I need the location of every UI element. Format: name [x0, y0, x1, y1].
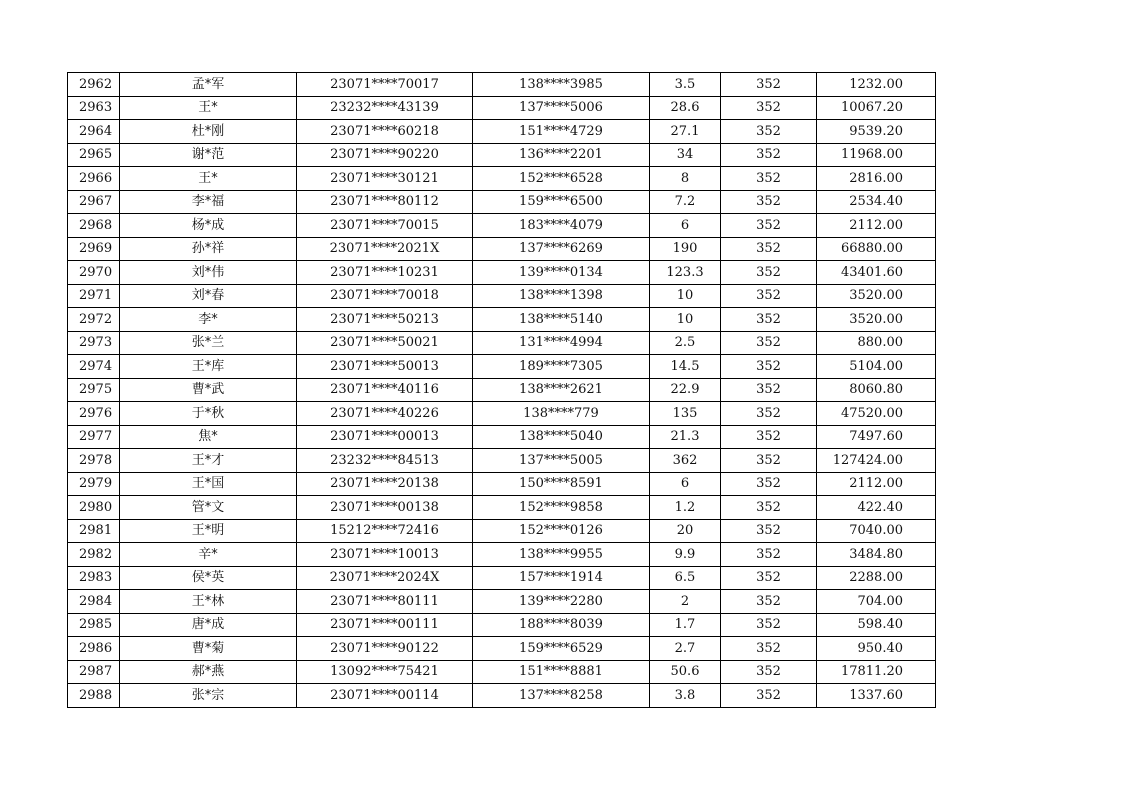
table-row	[68, 496, 936, 520]
name-cell: 王*国	[120, 472, 297, 496]
amount-cell: 47520.00	[817, 402, 936, 426]
name-cell: 李*	[120, 308, 297, 332]
row-index-cell: 2971	[68, 284, 120, 308]
unit-price-cell: 352	[721, 190, 817, 214]
quantity-cell: 6	[650, 472, 721, 496]
quantity-cell: 3.8	[650, 684, 721, 708]
amount-cell: 3484.80	[817, 543, 936, 567]
row-index-cell: 2984	[68, 590, 120, 614]
table-row	[68, 543, 936, 567]
id-number-cell: 23071****20138	[297, 472, 473, 496]
name-cell: 唐*成	[120, 613, 297, 637]
phone-cell: 137****6269	[473, 237, 650, 261]
phone-cell: 138****779	[473, 402, 650, 426]
id-number-cell: 23071****90122	[297, 637, 473, 661]
unit-price-cell: 352	[721, 308, 817, 332]
unit-price-cell: 352	[721, 449, 817, 473]
row-index-cell: 2975	[68, 378, 120, 402]
id-number-cell: 23232****43139	[297, 96, 473, 120]
amount-cell: 43401.60	[817, 261, 936, 285]
phone-cell: 152****6528	[473, 167, 650, 191]
unit-price-cell: 352	[721, 402, 817, 426]
quantity-cell: 10	[650, 284, 721, 308]
id-number-cell: 23071****10013	[297, 543, 473, 567]
table-row	[68, 519, 936, 543]
quantity-cell: 21.3	[650, 425, 721, 449]
amount-cell: 2816.00	[817, 167, 936, 191]
table-row	[68, 190, 936, 214]
table-row	[68, 73, 936, 97]
amount-cell: 17811.20	[817, 660, 936, 684]
amount-cell: 7040.00	[817, 519, 936, 543]
quantity-cell: 2	[650, 590, 721, 614]
phone-cell: 138****1398	[473, 284, 650, 308]
id-number-cell: 23071****40116	[297, 378, 473, 402]
unit-price-cell: 352	[721, 590, 817, 614]
row-index-cell: 2973	[68, 331, 120, 355]
name-cell: 王*	[120, 167, 297, 191]
row-index-cell: 2983	[68, 566, 120, 590]
phone-cell: 159****6500	[473, 190, 650, 214]
amount-cell: 1337.60	[817, 684, 936, 708]
unit-price-cell: 352	[721, 684, 817, 708]
id-number-cell: 23071****80111	[297, 590, 473, 614]
id-number-cell: 13092****75421	[297, 660, 473, 684]
name-cell: 孟*军	[120, 73, 297, 97]
row-index-cell: 2964	[68, 120, 120, 144]
quantity-cell: 9.9	[650, 543, 721, 567]
amount-cell: 704.00	[817, 590, 936, 614]
unit-price-cell: 352	[721, 331, 817, 355]
row-index-cell: 2962	[68, 73, 120, 97]
name-cell: 杨*成	[120, 214, 297, 238]
amount-cell: 2112.00	[817, 214, 936, 238]
quantity-cell: 1.2	[650, 496, 721, 520]
unit-price-cell: 352	[721, 237, 817, 261]
row-index-cell: 2963	[68, 96, 120, 120]
unit-price-cell: 352	[721, 496, 817, 520]
name-cell: 曹*菊	[120, 637, 297, 661]
row-index-cell: 2977	[68, 425, 120, 449]
id-number-cell: 23071****00111	[297, 613, 473, 637]
unit-price-cell: 352	[721, 425, 817, 449]
quantity-cell: 34	[650, 143, 721, 167]
id-number-cell: 23071****00138	[297, 496, 473, 520]
id-number-cell: 23071****30121	[297, 167, 473, 191]
id-number-cell: 23071****50213	[297, 308, 473, 332]
phone-cell: 152****0126	[473, 519, 650, 543]
data-table	[67, 72, 936, 708]
id-number-cell: 23071****50021	[297, 331, 473, 355]
phone-cell: 159****6529	[473, 637, 650, 661]
quantity-cell: 2.5	[650, 331, 721, 355]
quantity-cell: 362	[650, 449, 721, 473]
name-cell: 杜*刚	[120, 120, 297, 144]
id-number-cell: 23071****70015	[297, 214, 473, 238]
quantity-cell: 190	[650, 237, 721, 261]
quantity-cell: 50.6	[650, 660, 721, 684]
table-row	[68, 378, 936, 402]
id-number-cell: 23071****00013	[297, 425, 473, 449]
phone-cell: 136****2201	[473, 143, 650, 167]
quantity-cell: 28.6	[650, 96, 721, 120]
quantity-cell: 7.2	[650, 190, 721, 214]
phone-cell: 137****5005	[473, 449, 650, 473]
id-number-cell: 23071****70017	[297, 73, 473, 97]
phone-cell: 138****5140	[473, 308, 650, 332]
quantity-cell: 3.5	[650, 73, 721, 97]
id-number-cell: 23071****2024X	[297, 566, 473, 590]
amount-cell: 950.40	[817, 637, 936, 661]
unit-price-cell: 352	[721, 167, 817, 191]
id-number-cell: 23071****80112	[297, 190, 473, 214]
phone-cell: 150****8591	[473, 472, 650, 496]
unit-price-cell: 352	[721, 566, 817, 590]
row-index-cell: 2988	[68, 684, 120, 708]
phone-cell: 151****8881	[473, 660, 650, 684]
name-cell: 刘*春	[120, 284, 297, 308]
quantity-cell: 1.7	[650, 613, 721, 637]
table-row	[68, 472, 936, 496]
table-row	[68, 143, 936, 167]
id-number-cell: 23071****00114	[297, 684, 473, 708]
amount-cell: 5104.00	[817, 355, 936, 379]
unit-price-cell: 352	[721, 543, 817, 567]
phone-cell: 131****4994	[473, 331, 650, 355]
name-cell: 孙*祥	[120, 237, 297, 261]
amount-cell: 9539.20	[817, 120, 936, 144]
table-row	[68, 613, 936, 637]
unit-price-cell: 352	[721, 613, 817, 637]
name-cell: 张*宗	[120, 684, 297, 708]
row-index-cell: 2985	[68, 613, 120, 637]
id-number-cell: 23071****10231	[297, 261, 473, 285]
name-cell: 郝*燕	[120, 660, 297, 684]
id-number-cell: 23071****2021X	[297, 237, 473, 261]
unit-price-cell: 352	[721, 143, 817, 167]
name-cell: 张*兰	[120, 331, 297, 355]
amount-cell: 598.40	[817, 613, 936, 637]
unit-price-cell: 352	[721, 284, 817, 308]
table-row	[68, 237, 936, 261]
phone-cell: 189****7305	[473, 355, 650, 379]
unit-price-cell: 352	[721, 96, 817, 120]
table-row	[68, 637, 936, 661]
amount-cell: 3520.00	[817, 308, 936, 332]
amount-cell: 7497.60	[817, 425, 936, 449]
quantity-cell: 10	[650, 308, 721, 332]
table-row	[68, 308, 936, 332]
unit-price-cell: 352	[721, 355, 817, 379]
amount-cell: 66880.00	[817, 237, 936, 261]
phone-cell: 138****9955	[473, 543, 650, 567]
phone-cell: 152****9858	[473, 496, 650, 520]
row-index-cell: 2982	[68, 543, 120, 567]
unit-price-cell: 352	[721, 660, 817, 684]
id-number-cell: 23071****60218	[297, 120, 473, 144]
row-index-cell: 2976	[68, 402, 120, 426]
unit-price-cell: 352	[721, 472, 817, 496]
name-cell: 焦*	[120, 425, 297, 449]
phone-cell: 137****5006	[473, 96, 650, 120]
phone-cell: 138****3985	[473, 73, 650, 97]
quantity-cell: 123.3	[650, 261, 721, 285]
phone-cell: 188****8039	[473, 613, 650, 637]
table-row	[68, 120, 936, 144]
table-row	[68, 425, 936, 449]
quantity-cell: 135	[650, 402, 721, 426]
amount-cell: 1232.00	[817, 73, 936, 97]
unit-price-cell: 352	[721, 637, 817, 661]
name-cell: 曹*武	[120, 378, 297, 402]
row-index-cell: 2972	[68, 308, 120, 332]
name-cell: 李*福	[120, 190, 297, 214]
phone-cell: 151****4729	[473, 120, 650, 144]
name-cell: 管*文	[120, 496, 297, 520]
quantity-cell: 8	[650, 167, 721, 191]
table-row	[68, 96, 936, 120]
phone-cell: 139****2280	[473, 590, 650, 614]
quantity-cell: 27.1	[650, 120, 721, 144]
amount-cell: 422.40	[817, 496, 936, 520]
amount-cell: 2112.00	[817, 472, 936, 496]
id-number-cell: 23071****90220	[297, 143, 473, 167]
row-index-cell: 2974	[68, 355, 120, 379]
table-row	[68, 355, 936, 379]
id-number-cell: 23232****84513	[297, 449, 473, 473]
id-number-cell: 23071****40226	[297, 402, 473, 426]
table-row	[68, 214, 936, 238]
table-row	[68, 402, 936, 426]
phone-cell: 137****8258	[473, 684, 650, 708]
unit-price-cell: 352	[721, 73, 817, 97]
row-index-cell: 2966	[68, 167, 120, 191]
phone-cell: 157****1914	[473, 566, 650, 590]
name-cell: 于*秋	[120, 402, 297, 426]
id-number-cell: 15212****72416	[297, 519, 473, 543]
phone-cell: 183****4079	[473, 214, 650, 238]
unit-price-cell: 352	[721, 120, 817, 144]
name-cell: 侯*英	[120, 566, 297, 590]
amount-cell: 127424.00	[817, 449, 936, 473]
phone-cell: 139****0134	[473, 261, 650, 285]
row-index-cell: 2980	[68, 496, 120, 520]
amount-cell: 10067.20	[817, 96, 936, 120]
table-row	[68, 331, 936, 355]
table-row	[68, 590, 936, 614]
row-index-cell: 2986	[68, 637, 120, 661]
phone-cell: 138****2621	[473, 378, 650, 402]
table-row	[68, 684, 936, 708]
row-index-cell: 2979	[68, 472, 120, 496]
table-row	[68, 167, 936, 191]
quantity-cell: 14.5	[650, 355, 721, 379]
amount-cell: 2534.40	[817, 190, 936, 214]
quantity-cell: 2.7	[650, 637, 721, 661]
id-number-cell: 23071****50013	[297, 355, 473, 379]
table-row	[68, 660, 936, 684]
unit-price-cell: 352	[721, 261, 817, 285]
row-index-cell: 2968	[68, 214, 120, 238]
quantity-cell: 20	[650, 519, 721, 543]
phone-cell: 138****5040	[473, 425, 650, 449]
row-index-cell: 2970	[68, 261, 120, 285]
table-row	[68, 449, 936, 473]
row-index-cell: 2967	[68, 190, 120, 214]
unit-price-cell: 352	[721, 214, 817, 238]
quantity-cell: 6	[650, 214, 721, 238]
table-row	[68, 284, 936, 308]
amount-cell: 2288.00	[817, 566, 936, 590]
name-cell: 辛*	[120, 543, 297, 567]
name-cell: 谢*范	[120, 143, 297, 167]
row-index-cell: 2969	[68, 237, 120, 261]
amount-cell: 8060.80	[817, 378, 936, 402]
name-cell: 王*库	[120, 355, 297, 379]
name-cell: 刘*伟	[120, 261, 297, 285]
unit-price-cell: 352	[721, 519, 817, 543]
table-body	[68, 73, 936, 708]
row-index-cell: 2981	[68, 519, 120, 543]
unit-price-cell: 352	[721, 378, 817, 402]
quantity-cell: 22.9	[650, 378, 721, 402]
name-cell: 王*	[120, 96, 297, 120]
name-cell: 王*才	[120, 449, 297, 473]
table-row	[68, 261, 936, 285]
name-cell: 王*明	[120, 519, 297, 543]
amount-cell: 880.00	[817, 331, 936, 355]
amount-cell: 11968.00	[817, 143, 936, 167]
amount-cell: 3520.00	[817, 284, 936, 308]
row-index-cell: 2965	[68, 143, 120, 167]
quantity-cell: 6.5	[650, 566, 721, 590]
name-cell: 王*林	[120, 590, 297, 614]
id-number-cell: 23071****70018	[297, 284, 473, 308]
table-row	[68, 566, 936, 590]
row-index-cell: 2978	[68, 449, 120, 473]
row-index-cell: 2987	[68, 660, 120, 684]
